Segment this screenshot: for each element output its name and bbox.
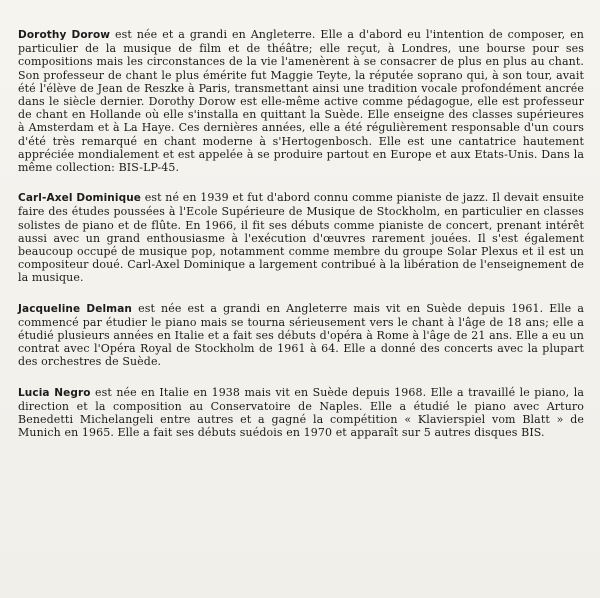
bio-dorothy-dorow <box>18 28 584 174</box>
bio-name: Lucia Negro <box>18 386 91 399</box>
bio-text: est né en 1939 et fut d'abord connu comme pianiste de jazz. Il devait ensuite faire des études poussées à l'Ecole Supérieure de Musique de Stockholm, en particulier en classes solistes de piano et de flûte. En 1966, il fit ses débuts comme pianiste de concert, prenant intérêt aussi avec un grand enthousiasme à l'exécution d'œuvres rarement jouées. Il s'est également beaucoup occupé de musique pop, notamment comme membre du groupe Solar Plexus et il est un compositeur doué. Carl-Axel Dominique a largement contribué à la libération de l'enseignement de la musique. <box>18 191 585 285</box>
bio-text: est née en Italie en 1938 mais vit en Suède depuis 1968. Elle a travaillé le piano, la direction et la composition au Conservatoire de Naples. Elle a étudié le piano avec Arturo Benedetti Michelangeli entre autres et a gagné la compétition « Klavierspiel vom Blatt » de Munich en 1965. Elle a fait ses débuts suédois en 1970 et apparaît sur 5 autres disques BIS. <box>18 385 584 440</box>
bio-name: Jacqueline Delman <box>18 302 133 315</box>
bio-name: Dorothy Dorow <box>18 29 111 41</box>
bio-carl-axel-dominique <box>18 191 584 284</box>
biographies <box>18 28 584 456</box>
bio-name: Carl-Axel Dominique <box>18 192 142 205</box>
bio-text: est née et a grandi en Angleterre. Elle a d'abord eu l'intention de composer, en particulier de la musique de film et de théâtre; elle reçut, à Londres, une bourse pour ses compositions mais les circonstances de la vie l'amenèrent à se consacrer de plus en plus au chant. Son professeur de chant le plus émérite fut Maggie Teyte, la réputée soprano qui, à son tour, avait été l'élève de Jean de Reszke à Paris, transmettant ainsi une tradition vocale profondément ancrée dans le siècle dernier. Dorothy Dorow est elle-même active comme pédagogue, elle est professeur de chant en Hollande où elle s'installa en quittant la Suède. Elle enseigne des classes supérieures à Amsterdam et à La Haye. Ces dernières années, elle a été régulièrement responsable d'un cours d'été très remarqué en chant moderne à s'Hertogenbosch. Elle est une cantatrice hautement appréciée mondialement et est appelée à se produire partout en Europe et aux Etats-Unis. Dans la même collection: BIS-LP-45. <box>18 28 584 175</box>
bio-text: est née est a grandi en Angleterre mais vit en Suède depuis 1961. Elle a commencé par étudier le piano mais se tourna sérieusement vers le chant à l'âge de 18 ans; elle a étudié plusieurs années en Italie et a fait ses débuts d'opéra à Rome à l'âge de 21 ans. Elle a eu un contrat avec l'Opéra Royal de Stockholm de 1961 à 64. Elle a donné des concerts avec la plupart des orchestres de Suède. <box>18 301 584 369</box>
bio-jacqueline-delman <box>18 302 584 369</box>
bio-lucia-negro <box>18 386 584 440</box>
